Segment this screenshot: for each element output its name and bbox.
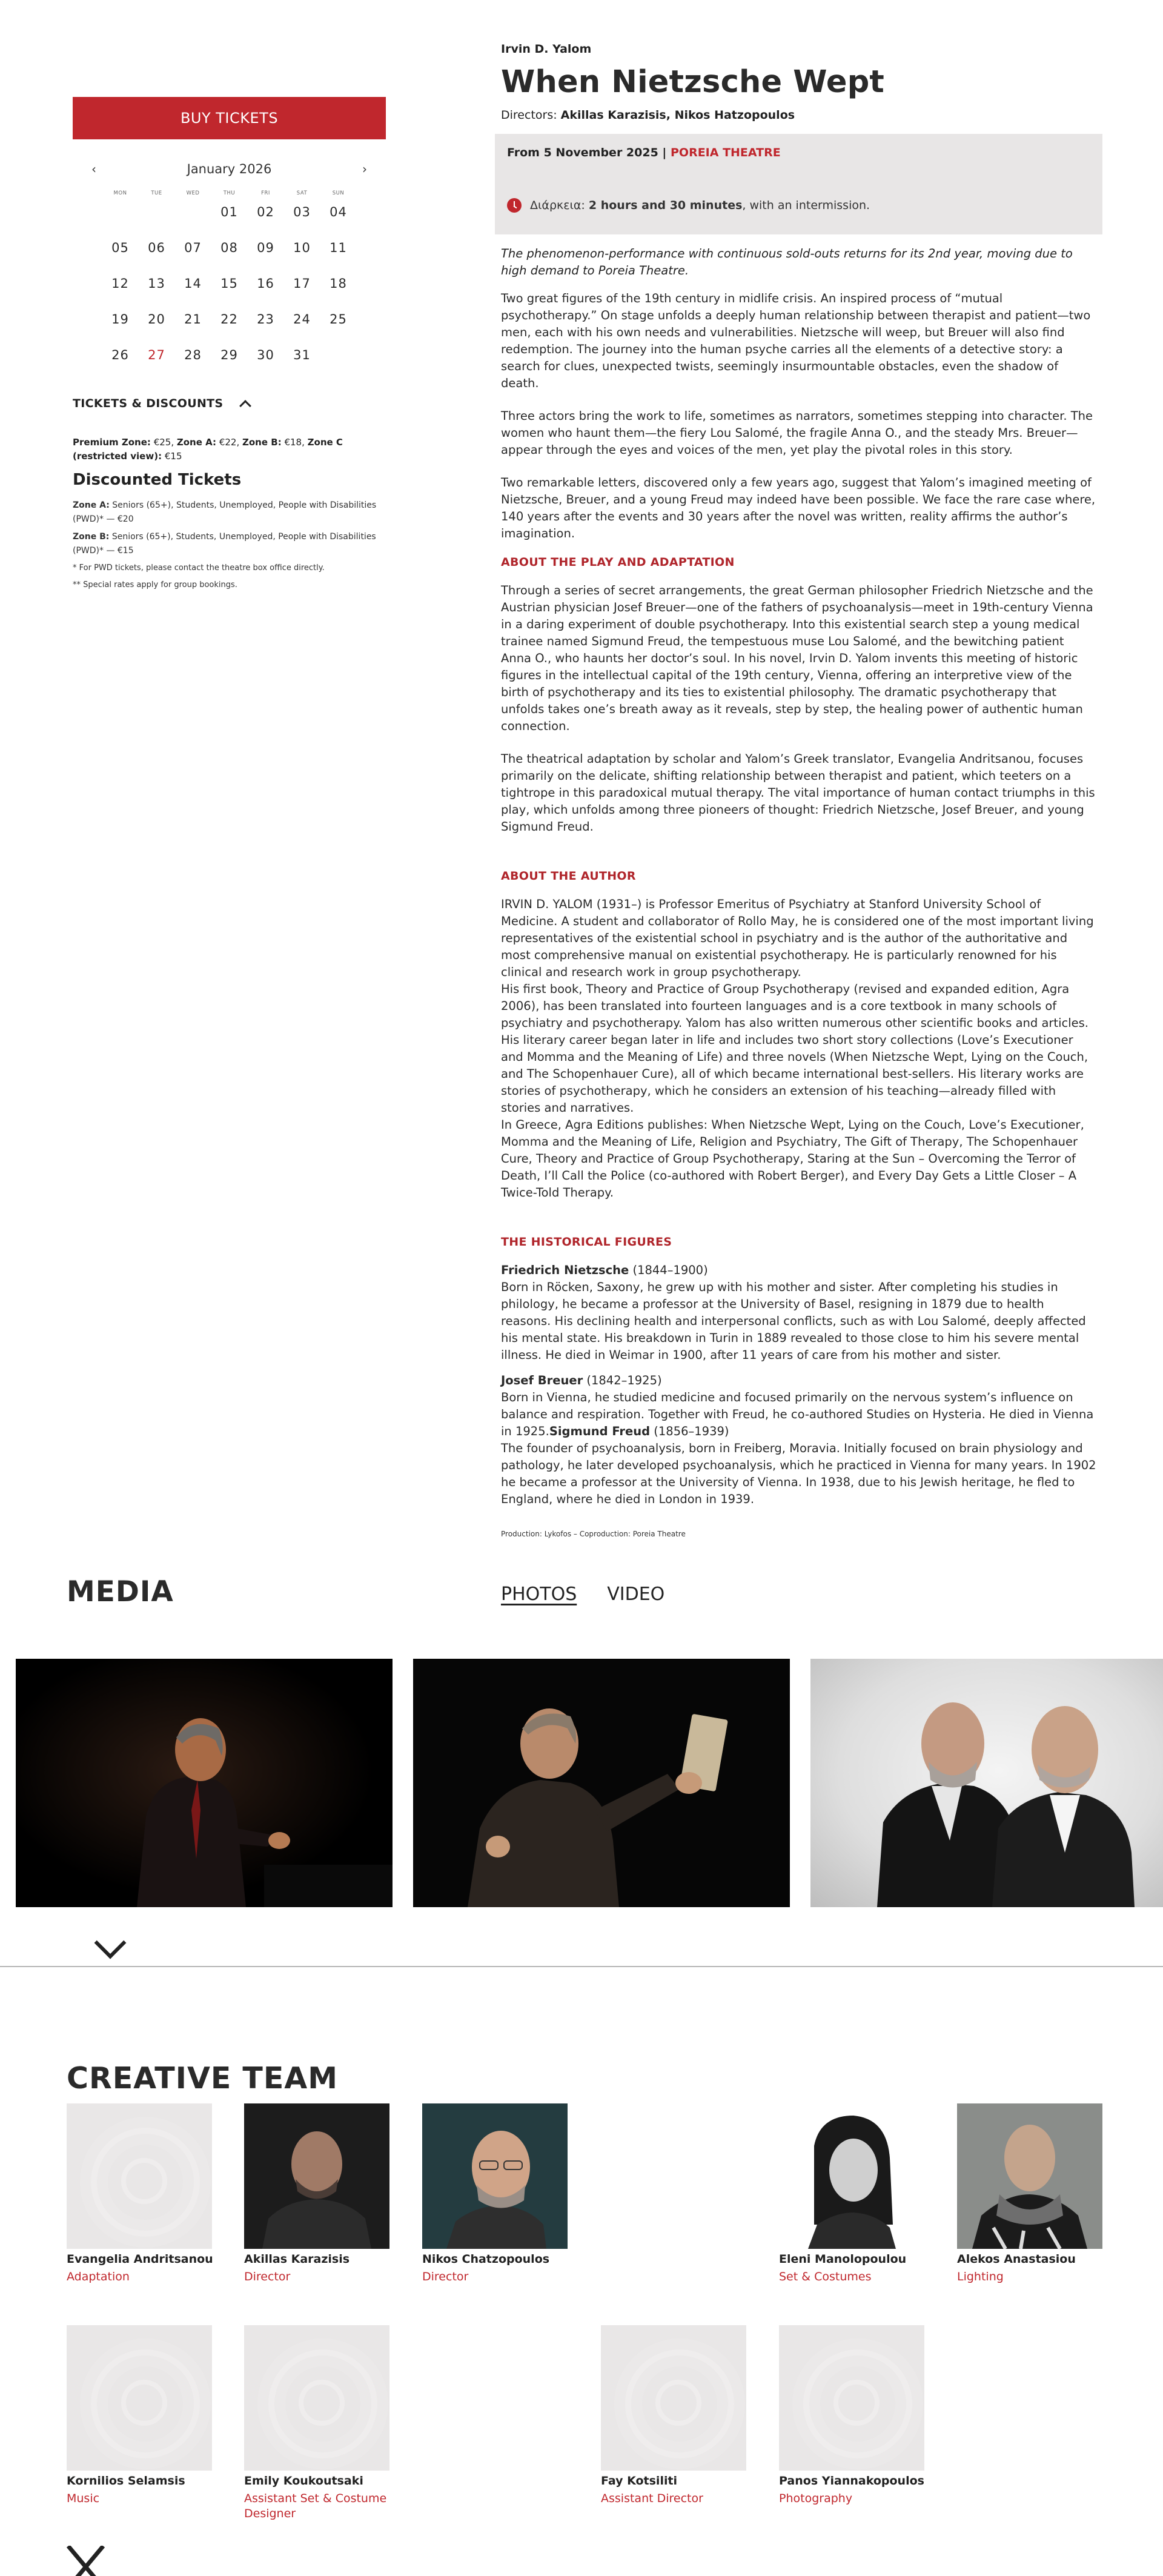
tab-video[interactable]: VIDEO: [607, 1584, 665, 1605]
author-paragraph-2: His first book, Theory and Practice of Group Psychotherapy (revised and expanded edition, Agra 2006), has been translated into fourteen languages and is a core textbook in many schools of psychiatry and psychotherapy. Yalom has also written numerous other scientific books and articles. His literary career began later in life and includes two short story collections (Love’s Executioner and Momma and the Meaning of Life) and three novels (When Nietzsche Wept, Lying on the Couch, and The Schopenhauer Cure), all of which became international best-sellers. His literary works are stories of psychotherapy, which he considers an extension of his teaching—already filled with stories and narratives.: [501, 982, 1088, 1115]
calendar-day[interactable]: 16: [257, 276, 274, 291]
weekday-label: FRI: [261, 190, 270, 196]
clock-icon: [507, 198, 522, 213]
calendar-day[interactable]: 09: [257, 241, 274, 255]
member-role: Assistant Set & Costume Designer: [244, 2492, 387, 2520]
section-heading-historical: THE HISTORICAL FIGURES: [501, 1235, 672, 1249]
calendar-day[interactable]: 18: [330, 276, 347, 291]
calendar-day[interactable]: 23: [257, 312, 274, 327]
calendar-day[interactable]: 31: [293, 348, 311, 362]
calendar-day[interactable]: 11: [330, 241, 347, 255]
tickets-discounts-toggle[interactable]: [73, 397, 386, 410]
calendar-day[interactable]: 29: [220, 348, 238, 362]
calendar-day[interactable]: 05: [111, 241, 129, 255]
discount-zone-b: [73, 530, 386, 558]
calendar-day[interactable]: 13: [148, 276, 165, 291]
portrait-illustration: [790, 2103, 914, 2249]
member-role: Director: [422, 2270, 469, 2283]
weekday-label: THU: [223, 190, 236, 196]
calendar-day[interactable]: 22: [220, 312, 238, 327]
venue-link[interactable]: POREIA THEATRE: [671, 146, 781, 159]
calendar-day[interactable]: 27: [148, 348, 165, 362]
zone-premium-label: Premium Zone:: [73, 437, 151, 448]
avatar: [422, 2103, 568, 2249]
author-paragraph-1: IRVIN D. YALOM (1931–) is Professor Emeritus of Psychiatry at Stanford University School of Medicine. A student and collaborator of Rollo May, he is considered one of the most important living representatives of the existential school in psychiatry and is the author of the authoritative and most comprehensive manual on existential psychotherapy. He is particularly renowned for his clinical and research work in group psychotherapy.: [501, 897, 1094, 979]
nietzsche-bio: Born in Röcken, Saxony, he grew up with his mother and sister. After completing his studies in philology, he became a professor at the University of Basel, resigning in 1879 due to health reasons. His declining health and interpersonal conflicts, such as with Lou Salomé, deeply affected his mental state. His breakdown in Turin in 1889 revealed to those close to him his severe mental illness. He died in Weimar in 1900, after 11 years of care from his mother and sister.: [501, 1280, 1086, 1362]
member-name: Akillas Karazisis: [244, 2252, 350, 2266]
portrait-illustration: [422, 2103, 568, 2249]
calendar-prev-icon[interactable]: ‹: [91, 162, 96, 176]
avatar-placeholder: [601, 2325, 746, 2471]
avatar-placeholder: [67, 2325, 212, 2471]
member-name: Nikos Chatzopoulos: [422, 2252, 550, 2266]
avatar: [957, 2103, 1102, 2249]
member-name: Fay Kotsiliti: [601, 2474, 678, 2488]
section-heading-author: ABOUT THE AUTHOR: [501, 869, 636, 883]
calendar-day[interactable]: 02: [257, 205, 274, 219]
show-article: [501, 42, 1096, 1538]
weekday-label: SUN: [332, 190, 345, 196]
member-role: Music: [67, 2492, 100, 2505]
team-member[interactable]: [779, 2325, 924, 2506]
zone-c-label: Zone C (restricted view):: [73, 437, 343, 462]
buy-tickets-button[interactable]: BUY TICKETS: [73, 97, 386, 139]
calendar-day[interactable]: 26: [111, 348, 129, 362]
breuer-bio-text: Born in Vienna, he studied medicine and focused primarily on the nervous system’s influence on balance and respiration. Together with Freud, he co-authored Studies on Hysteria. He died in Vienna in 1925.: [501, 1390, 1094, 1438]
member-name: Panos Yiannakopoulos: [779, 2474, 924, 2488]
calendar-day[interactable]: 12: [111, 276, 129, 291]
paragraph-4: Through a series of secret arrangements, the great German philosopher Friedrich Nietzsche and the Austrian physician Josef Breuer—one of the fathers of psychoanalysis—meet in 19th-century Vienna in a daring experiment of double psychotherapy. Into this existential search step a young medical trainee named Sigmund Freud, the tempestuous muse Lou Salomé, and the bewitching patient Anna O., who haunts her doctor’s soul. In his novel, Irvin D. Yalom invents this meeting of historic figures in the intellectual capital of the 19th century, Vienna, offering an interpretive view of the birth of psychotherapy and its ties to existential philosophy. The dramatic psychotherapy that unfolds takes one’s breath away as it reveals, step by step, the healing power of authentic human connection.: [501, 583, 1093, 733]
calendar-day[interactable]: 10: [293, 241, 311, 255]
weekday-label: SAT: [296, 190, 308, 196]
calendar-month: January 2026: [187, 162, 272, 176]
pwd-note: * For PWD tickets, please contact the theatre box office directly.: [73, 563, 325, 573]
zone-premium-price: €25,: [153, 437, 174, 448]
calendar-day[interactable]: 14: [184, 276, 202, 291]
discount-zone-b-text: Seniors (65+), Students, Unemployed, People with Disabilities (PWD)* — €15: [73, 532, 376, 556]
calendar-day[interactable]: 03: [293, 205, 311, 219]
calendar-day[interactable]: 28: [184, 348, 202, 362]
member-role: Photography: [779, 2492, 853, 2505]
duration-suffix: , with an intermission.: [742, 199, 870, 212]
calendar-day[interactable]: 20: [148, 312, 165, 327]
section-divider: [0, 1966, 1163, 1967]
zone-a-price: €22,: [219, 437, 240, 448]
calendar-day[interactable]: 06: [148, 241, 165, 255]
calendar-day[interactable]: 21: [184, 312, 202, 327]
breuer-bio: [501, 1389, 1096, 1440]
duration-label: Διάρκεια:: [530, 199, 585, 212]
team-member[interactable]: [957, 2103, 1102, 2285]
calendar-day[interactable]: 01: [220, 205, 238, 219]
member-role: Lighting: [957, 2270, 1004, 2283]
paragraph-2: Three actors bring the work to life, sometimes as narrators, sometimes stepping into character. The women who haunt them—the fiery Lou Salomé, the fragile Anna O., and the steady Mrs. Breuer—appear through the eyes and voices of the men, yet play the pivotal roles in this story.: [501, 409, 1093, 457]
freud-years: (1856–1939): [650, 1424, 729, 1438]
member-role: Director: [244, 2270, 291, 2283]
calendar-day[interactable]: 19: [111, 312, 129, 327]
team-member[interactable]: [779, 2103, 924, 2285]
team-member[interactable]: [244, 2325, 389, 2521]
chevron-up-icon: [240, 400, 252, 412]
avatar: [790, 2103, 914, 2249]
section-heading-play: ABOUT THE PLAY AND ADAPTATION: [501, 556, 735, 569]
nietzsche-heading: [501, 1262, 1096, 1279]
calendar-day[interactable]: 04: [330, 205, 347, 219]
paragraph-5: The theatrical adaptation by scholar and Yalom’s Greek translator, Evangelia Andritsanou, focuses primarily on the delicate, shifting relationship between therapist and patient, which teeters on a tightrope in this paradoxical mutual therapy. The vital importance of human contact triumphs in this play, which unfolds among three pioneers of thought: Friedrich Nietzsche, Josef Breuer, and young Sigmund Freud.: [501, 752, 1095, 834]
duration-value: 2 hours and 30 minutes: [588, 199, 743, 212]
calendar-day[interactable]: 07: [184, 241, 202, 255]
team-member[interactable]: [244, 2103, 389, 2285]
calendar-header: [73, 160, 386, 178]
media-tabs: [501, 1584, 664, 1605]
zone-a-label: Zone A:: [176, 437, 217, 448]
close-icon[interactable]: [65, 2546, 108, 2576]
tickets-discounts-heading: TICKETS & DISCOUNTS: [73, 397, 224, 410]
freud-name: Sigmund Freud: [549, 1424, 651, 1438]
discounted-tickets-heading: Discounted Tickets: [73, 471, 242, 489]
duration-text: [530, 199, 870, 212]
production-credit: Production: Lykofos – Coproduction: Poreia Theatre: [501, 1530, 686, 1538]
page-title: When Nietzsche Wept: [501, 64, 884, 100]
weekday-label: MON: [113, 190, 127, 196]
media-photo-2[interactable]: [413, 1659, 790, 1907]
breuer-heading: [501, 1372, 1096, 1389]
media-photo-1[interactable]: [16, 1659, 393, 1907]
ticket-sidebar: [73, 97, 386, 592]
calendar-day[interactable]: 30: [257, 348, 274, 362]
avatar-placeholder: [779, 2325, 924, 2471]
nietzsche-name: Friedrich Nietzsche: [501, 1263, 629, 1277]
author-name: Irvin D. Yalom: [501, 42, 592, 56]
member-role: Assistant Director: [601, 2492, 703, 2505]
actor-photo-illustration: [16, 1659, 393, 1907]
directors-names: Akillas Karazisis, Nikos Hatzopoulos: [560, 108, 795, 122]
intro-text: The phenomenon-performance with continuous sold-outs returns for its 2nd year, moving due to high demand to Poreia Theatre.: [501, 247, 1073, 277]
calendar-day[interactable]: 25: [330, 312, 347, 327]
weekday-label: TUE: [151, 190, 162, 196]
discount-zone-a: [73, 499, 386, 526]
breuer-years: (1842–1925): [583, 1373, 662, 1387]
zone-b-label: Zone B:: [242, 437, 282, 448]
discount-zone-b-label: Zone B:: [73, 532, 110, 542]
team-member[interactable]: [67, 2325, 212, 2506]
media-photo-3[interactable]: [810, 1659, 1163, 1907]
member-name: Evangelia Andritsanou: [67, 2252, 213, 2266]
freud-bio: The founder of psychoanalysis, born in Freiberg, Moravia. Initially focused on brain physiology and pathology, he later developed psychoanalysis, which he practiced in Vienna for many years. In 1902 he became a professor at the University of Vienna. In 1938, due to his Jewish heritage, he fled to England, where he died in London in 1939.: [501, 1441, 1096, 1506]
team-member[interactable]: [422, 2103, 568, 2285]
avatar: [244, 2103, 389, 2249]
group-note: ** Special rates apply for group bookings.: [73, 580, 237, 589]
actor-photo-illustration: [413, 1659, 790, 1907]
show-dates: [507, 146, 1090, 159]
calendar-day[interactable]: 24: [293, 312, 311, 327]
avatar-placeholder: [67, 2103, 212, 2249]
paragraph-1: Two great figures of the 19th century in midlife crisis. An inspired process of “mutual psychotherapy.” On stage unfolds a deeply human relationship between therapist and patient—two men, each with his own needs and vulnerabilities. Nietzsche will weep, but Breuer will also find redemption. The journey into the human psyche carries all the elements of a detective story: a search for clues, unexpected twists, seemingly insurmountable obstacles, even the shadow of death.: [501, 291, 1091, 390]
calendar-day[interactable]: 08: [220, 241, 238, 255]
zone-prices: [73, 436, 386, 463]
media-heading: MEDIA: [67, 1575, 174, 1608]
calendar-day[interactable]: 17: [293, 276, 311, 291]
author-paragraph-3: In Greece, Agra Editions publishes: When Nietzsche Wept, Lying on the Couch, Love’s Executioner, Momma and the Meaning of Life, Religion and Psychiatry, The Gift of Therapy, The Schopenhauer Cure, Theory and Practice of Group Psychotherapy, Staring at the Sun – Overcoming the Terror of Death, I’ll Call the Police (co-authored with Robert Berger), and Every Day Gets a Little Closer – A Twice-Told Therapy.: [501, 1118, 1084, 1200]
date-calendar: [73, 160, 386, 379]
actors-portrait-illustration: [810, 1659, 1163, 1907]
member-role: Set & Costumes: [779, 2270, 872, 2283]
dates-text: From 5 November 2025 |: [507, 146, 667, 159]
duration-row: [507, 198, 1090, 213]
member-role: Adaptation: [67, 2270, 130, 2283]
team-member[interactable]: [67, 2103, 212, 2285]
tab-photos[interactable]: PHOTOS: [501, 1584, 577, 1605]
discount-zone-a-text: Seniors (65+), Students, Unemployed, People with Disabilities (PWD)* — €20: [73, 500, 377, 524]
member-name: Emily Koukoutsaki: [244, 2474, 363, 2488]
directors-label: Directors:: [501, 108, 557, 122]
portrait-illustration: [957, 2103, 1102, 2249]
zone-b-price: €18,: [284, 437, 305, 448]
member-name: Kornilios Selamsis: [67, 2474, 185, 2488]
paragraph-3: Two remarkable letters, discovered only a few years ago, suggest that Yalom’s imagined meeting of Nietzsche, Breuer, and a young Freud may indeed have been possible. We face the rare case where, 140 years after the events and 30 years after the novel was written, reality affirms the author’s imagination.: [501, 476, 1096, 540]
calendar-next-icon[interactable]: ›: [362, 162, 367, 176]
team-member[interactable]: [601, 2325, 746, 2506]
zone-c-price: €15: [164, 451, 182, 462]
avatar-placeholder: [244, 2325, 389, 2471]
calendar-day[interactable]: 15: [220, 276, 238, 291]
weekday-label: WED: [186, 190, 200, 196]
discount-zone-a-label: Zone A:: [73, 500, 110, 510]
directors-line: [501, 108, 1096, 122]
calendar-grid: [73, 190, 386, 379]
breuer-name: Josef Breuer: [501, 1373, 583, 1387]
portrait-illustration: [244, 2103, 389, 2249]
chevron-down-icon[interactable]: [94, 1927, 127, 1959]
show-info-box: [495, 134, 1102, 234]
member-name: Alekos Anastasiou: [957, 2252, 1076, 2266]
member-name: Eleni Manolopoulou: [779, 2252, 907, 2266]
creative-team-heading: CREATIVE TEAM: [67, 2061, 338, 2096]
nietzsche-years: (1844–1900): [629, 1263, 708, 1277]
